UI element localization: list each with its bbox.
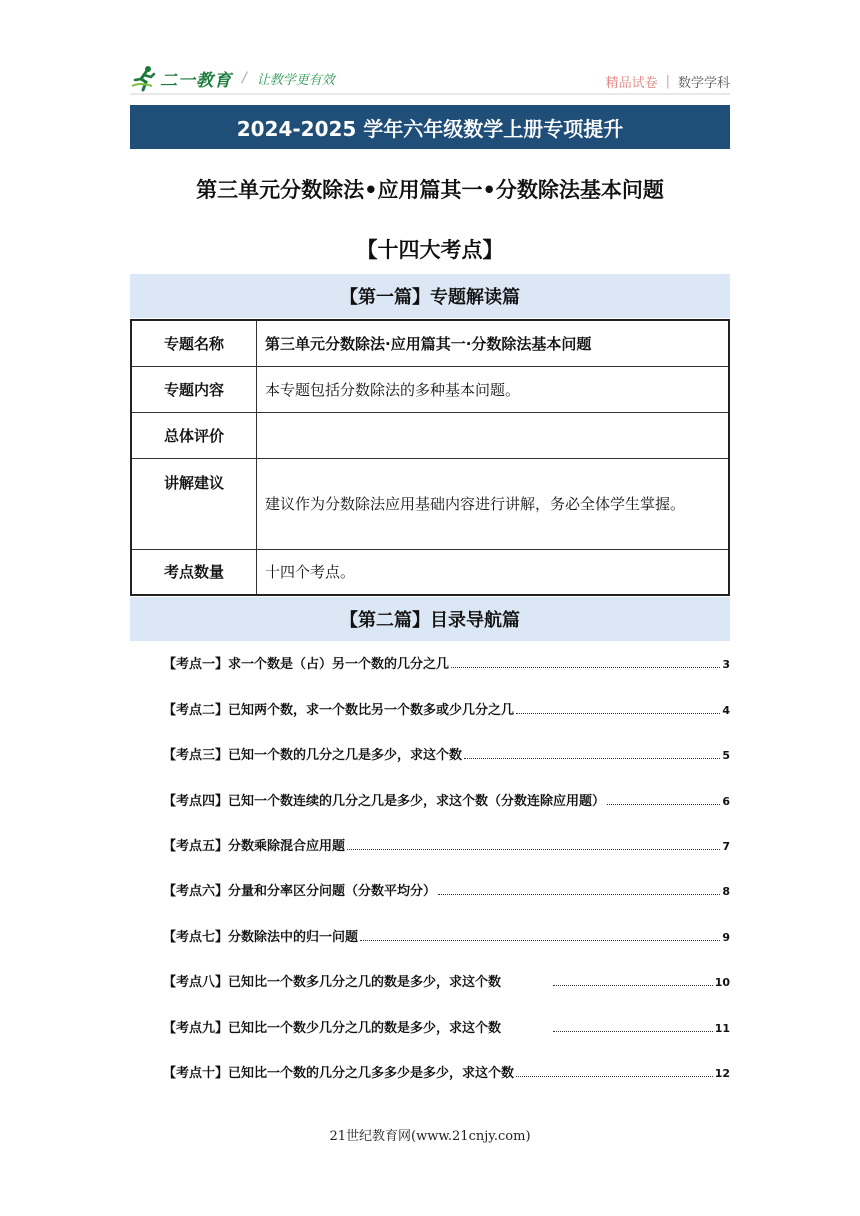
page-header [130,64,730,94]
row-value: 建议作为分数除法应用基础内容进行讲解，务必全体学生掌握。 [257,458,730,549]
row-value: 本专题包括分数除法的多种基本问题。 [257,366,730,412]
toc-page: 6 [722,795,730,808]
table-row [131,412,729,458]
toc-label: 【考点一】求一个数是（占）另一个数的几分之几 [163,657,450,672]
header-tag-premium: 精品试卷 [605,76,658,91]
table-row [131,366,729,412]
toc-leader [347,849,720,850]
row-value: 第三单元分数除法·应用篇其一·分数除法基本问题 [257,320,730,366]
toc-leader [607,804,720,805]
toc-page: 12 [714,1067,730,1080]
toc-page: 9 [722,931,730,944]
kaodian-heading: 【十四大考点】 [356,238,504,262]
toc-item[interactable] [163,789,730,809]
page-footer: 21世纪教育网(www.21cnjy.com) [329,1129,531,1144]
header-divider: | [665,74,670,89]
header-rule [130,93,730,95]
logo-slogan: 让教学更有效 [256,72,335,88]
toc-leader [516,713,720,714]
toc-page: 10 [714,976,730,989]
toc-item[interactable] [163,1061,730,1081]
row-value: 十四个考点。 [257,549,730,595]
toc-item[interactable] [163,743,730,763]
toc-leader [360,940,720,941]
toc-leader [451,667,720,668]
toc-leader [553,985,713,986]
toc-label: 【考点八】已知比一个数多几分之几的数是多少，求这个数 [163,975,502,990]
toc-leader [553,1031,713,1032]
table-row [131,320,729,366]
section-two-heading: 【第二篇】目录导航篇 [130,597,730,641]
toc-leader [516,1076,713,1077]
header-right [606,72,730,91]
toc-label: 【考点七】分数除法中的归一问题 [163,930,359,945]
toc-item[interactable] [163,834,730,854]
toc-label: 【考点四】已知一个数连续的几分之几是多少，求这个数（分数连除应用题） [163,794,606,809]
toc-item[interactable] [163,1016,730,1036]
row-value [257,412,730,458]
toc-item[interactable] [163,879,730,899]
toc-item[interactable] [163,925,730,945]
logo-text: 二一教育 [160,70,232,91]
row-key: 专题名称 [131,320,257,366]
toc-page: 7 [722,840,730,853]
toc-item[interactable] [163,970,730,990]
toc-label: 【考点十】已知比一个数的几分之几多多少是多少，求这个数 [163,1066,515,1081]
row-key: 讲解建议 [131,458,257,549]
row-key: 总体评价 [131,412,257,458]
toc-leader [438,894,720,895]
table-row [131,458,729,549]
toc-page: 4 [722,704,730,717]
topic-info-table [130,319,730,596]
document-subtitle: 第三单元分数除法•应用篇其一•分数除法基本问题 [196,178,664,202]
row-key: 专题内容 [131,366,257,412]
toc-label: 【考点六】分量和分率区分问题（分数平均分） [163,884,437,899]
toc-item[interactable] [163,652,730,672]
runner-logo-icon [130,64,158,92]
toc-label: 【考点三】已知一个数的几分之几是多少，求这个数 [163,748,463,763]
logo [130,64,335,92]
toc-page: 8 [722,885,730,898]
toc-item[interactable] [163,698,730,718]
table-row [131,549,729,595]
toc-page: 5 [722,749,730,762]
toc-leader [464,758,720,759]
toc-label: 【考点九】已知比一个数少几分之几的数是多少，求这个数 [163,1021,502,1036]
toc-page: 3 [722,658,730,671]
row-key: 考点数量 [131,549,257,595]
header-tag-subject: 数学学科 [677,76,730,91]
toc-label: 【考点五】分数乘除混合应用题 [163,839,346,854]
toc-label: 【考点二】已知两个数，求一个数比另一个数多或少几分之几 [163,703,515,718]
title-banner: 2024-2025 学年六年级数学上册专项提升 [130,105,730,149]
section-one-heading: 【第一篇】专题解读篇 [130,274,730,318]
toc-page: 11 [714,1022,730,1035]
logo-separator: / [242,70,247,86]
